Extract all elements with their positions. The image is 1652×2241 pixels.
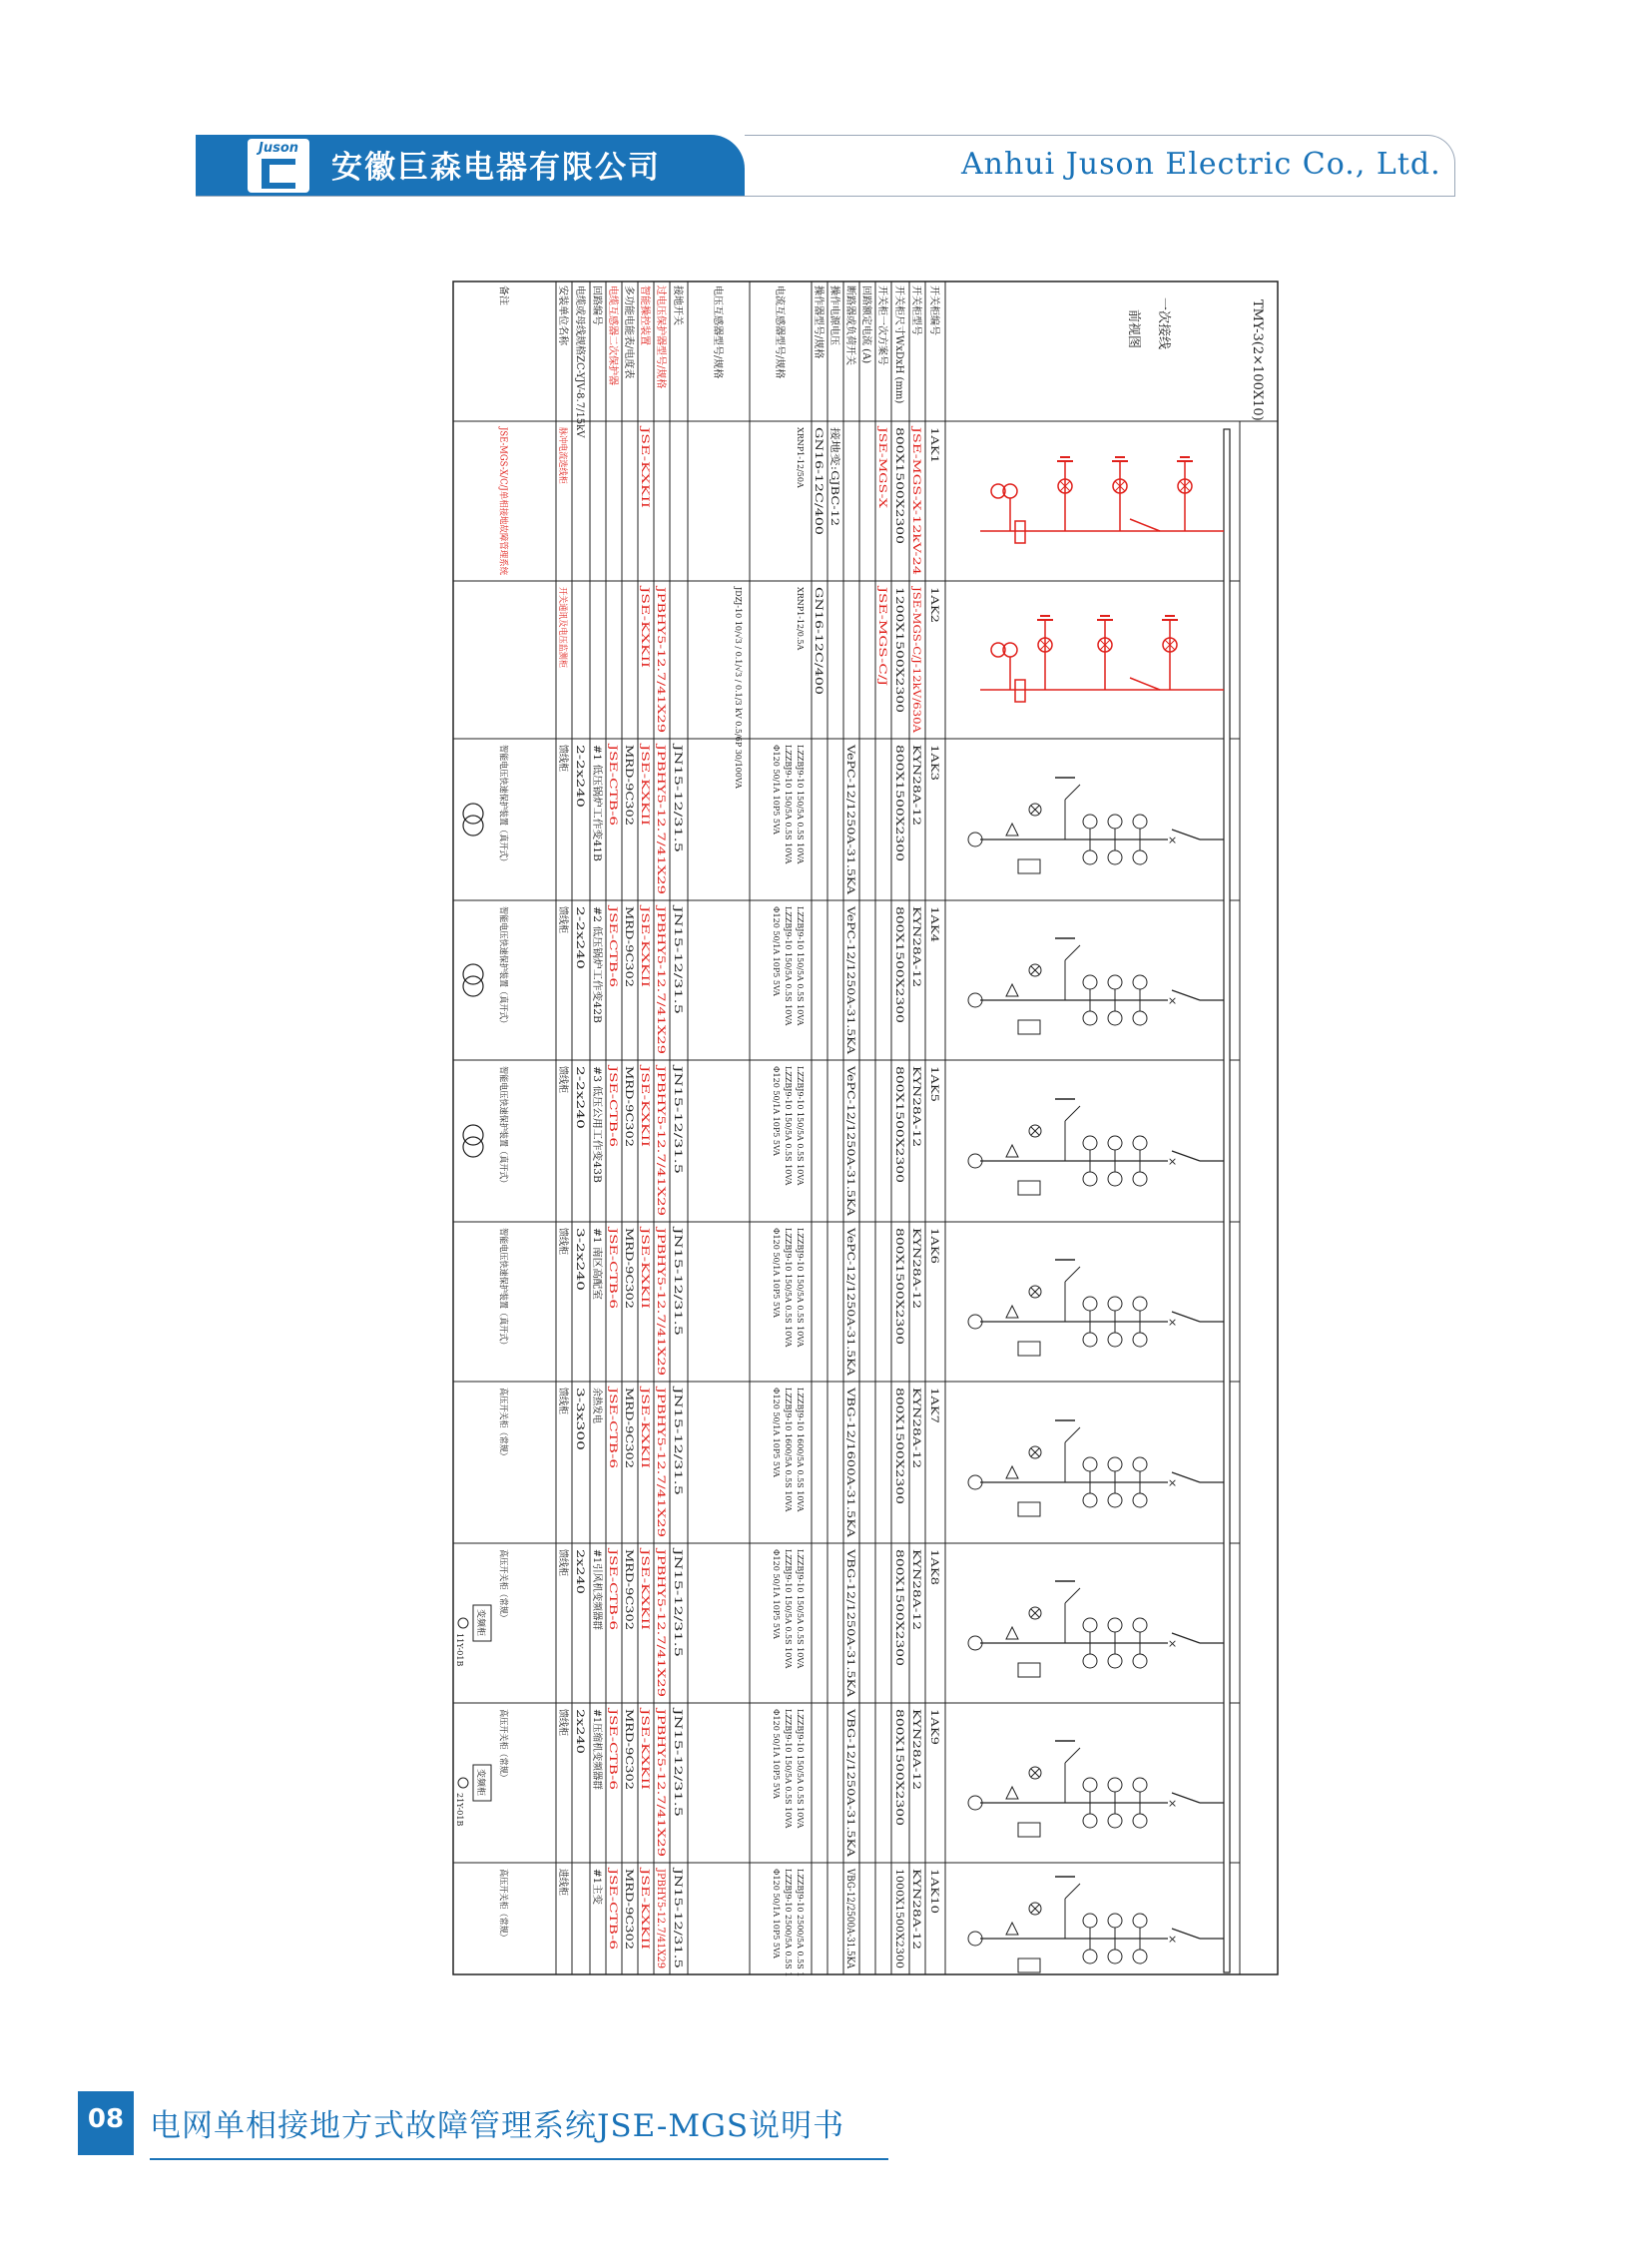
ct-coil-icon [1108, 1011, 1122, 1025]
ct-coil-icon [1133, 1333, 1147, 1347]
cell-ct: LZZBJ9-10 2500/5A 0.5S 10VA [784, 1869, 793, 1976]
cell-arrester: JPBHY5-12.7/41X29 [655, 587, 666, 689]
wiring-diagram-area [451, 280, 1280, 1976]
row-label: 电缆或母线规格ZC-YJV-8.7/15kV [574, 285, 585, 438]
logo-mark-inner [270, 165, 295, 183]
cell-id: 1AK7 [928, 1388, 939, 1415]
cell-breaker: VePC-12/1250A-31.5KA [844, 745, 855, 863]
cell-ct_protect: JSE-CTB-6 [607, 1869, 618, 1923]
cell-breaker: VePC-12/1250A-31.5KA [844, 1066, 855, 1185]
cell-ct: XRNP1-12/50A [796, 427, 805, 488]
cell-circuit: #1 低压锅炉工作变41B [591, 745, 602, 852]
cell-unit: 馈线柜 [557, 1388, 568, 1417]
cell-size: 800X1500X2300 [893, 427, 904, 512]
cell-unit: 馈线柜 [557, 1228, 568, 1258]
ct-coil-icon [1133, 1814, 1147, 1828]
cell-arrester: JPBHY5-12.7/41X29 [655, 1388, 666, 1489]
cell-smart: JSE-KXKII [639, 1228, 650, 1280]
cell-meter: MRD-9C302 [623, 1869, 634, 1932]
cell-remark: 高压开关柜（常规） [497, 1709, 508, 1791]
motor-icon [458, 1778, 468, 1788]
ct-coil-icon [1108, 1914, 1122, 1928]
cell-smart: JSE-KXKII [639, 1869, 650, 1921]
cell-earth: JN15-12/31.5 [672, 1709, 683, 1777]
company-name-en: Anhui Juson Electric Co., Ltd. [961, 147, 1441, 182]
cell-size: 800X1500X2300 [893, 1549, 904, 1634]
cell-smart: JSE-KXKII [639, 1709, 650, 1761]
ct-coil-icon [1083, 1778, 1097, 1792]
cell-meter: MRD-9C302 [623, 1388, 634, 1450]
ct-coil-icon [1083, 1493, 1097, 1507]
earth-switch-blade [1065, 1267, 1080, 1282]
cell-operator: GN16-12C/400 [813, 427, 824, 503]
cell-ct: LZZBJ9-10 150/5A 0.5S 10VA [784, 1709, 793, 1829]
cell-model: KYN28A-12 [910, 1869, 921, 1928]
ct-coil-icon [1083, 1814, 1097, 1828]
cell-power: 接地变:GJBC-12 [828, 427, 839, 504]
cell-ct_protect: JSE-CTB-6 [607, 1709, 618, 1763]
switch-blade [1130, 678, 1160, 690]
footer-title: 电网单相接地方式故障管理系统JSE-MGS说明书 [150, 2108, 845, 2144]
ct-coil-icon [1083, 1333, 1097, 1347]
earth-switch-blade [1065, 1884, 1080, 1899]
cable-head-icon [968, 1154, 982, 1168]
ct-coil-icon [1133, 1011, 1147, 1025]
cell-ct: LZZBJ9-10 150/5A 0.5S 10VA [784, 1066, 793, 1186]
cell-ct: Φ120 50/1A 10P5 5VA [772, 1709, 781, 1799]
cell-size: 800X1500X2300 [893, 1388, 904, 1472]
ct-coil-icon [1133, 1654, 1147, 1668]
cell-meter: MRD-9C302 [623, 1549, 634, 1612]
cell-unit: 开关通讯及电压监测柜 [557, 587, 567, 678]
cell-id: 1AK4 [928, 906, 939, 934]
cell-size: 800X1500X2300 [893, 906, 904, 991]
cell-circuit: #3 低压公用工作变43B [591, 1066, 602, 1174]
header-rule [196, 196, 1455, 197]
cell-arrester: JPBHY5-12.7/41X29 [655, 1066, 666, 1168]
ct-coil-icon [1133, 1950, 1147, 1963]
cell-ct: LZZBJ9-10 1600/5A 0.5S 10VA [784, 1388, 793, 1512]
cell-id: 1AK2 [928, 587, 939, 615]
cell-cable: 3-3x300 [574, 1388, 585, 1428]
cable-head-icon [968, 1315, 982, 1329]
breaker-mark: × [1166, 996, 1179, 1006]
sensor-icon [1018, 1502, 1040, 1516]
row-label: 过电压保护器型号/规格 [655, 285, 666, 389]
row-label: 操作电源电压 [828, 285, 839, 345]
diagram-label-primary: 一次接线 [1156, 297, 1171, 350]
cell-meter: MRD-9C302 [623, 906, 634, 969]
cell-breaker: VePC-12/1250A-31.5KA [844, 906, 855, 1025]
cell-unit: 馈线柜 [557, 1066, 568, 1096]
cell-model: KYN28A-12 [910, 1228, 921, 1287]
cell-smart: JSE-KXKII [639, 906, 650, 958]
cell-arrester: JPBHY5-12.7/41X29 [655, 1869, 666, 1970]
ct-coil-icon [1133, 1457, 1147, 1471]
breaker-mark: × [1166, 1639, 1179, 1649]
earth-switch-blade [1065, 1588, 1080, 1603]
arrester-icon [1006, 824, 1018, 836]
cell-arrester: JPBHY5-12.7/41X29 [655, 1549, 666, 1651]
cell-ct: Φ120 50/1A 10P5 5VA [772, 1066, 781, 1156]
cell-size: 800X1500X2300 [893, 745, 904, 830]
ct-coil-icon [1108, 1493, 1122, 1507]
cell-size: 800X1500X2300 [893, 1066, 904, 1151]
cell-scheme: JSE-MGS-X [876, 427, 887, 485]
ct-coil-icon [1133, 1618, 1147, 1632]
ct-coil-icon [1108, 1618, 1122, 1632]
breaker-mark: × [1166, 836, 1179, 845]
cell-ct: Φ120 50/1A 10P5 5VA [772, 1869, 781, 1959]
ct-coil-icon [1083, 1950, 1097, 1963]
cell-ct: Φ120 50/1A 10P5 5VA [772, 1549, 781, 1639]
row-label: 开关柜型号 [910, 285, 921, 335]
wiring-diagram-sheet [451, 280, 1280, 1976]
row-label: 智能操控装置 [639, 285, 650, 345]
cell-breaker: VBG-12/1250A-31.5KA [844, 1549, 855, 1665]
cell-size: 1200X1500X2300 [893, 587, 904, 678]
breaker-mark: × [1166, 1157, 1179, 1167]
row-label: 开关柜尺寸WxDxH (mm) [893, 285, 904, 404]
ct-coil-icon [1083, 1172, 1097, 1186]
cell-unit: 馈线柜 [557, 906, 568, 936]
ct-coil-icon [1133, 1172, 1147, 1186]
cell-operator: GN16-12C/400 [813, 587, 824, 663]
cell-meter: MRD-9C302 [623, 1709, 634, 1772]
row-label: 电缆互感器二次保护器 [607, 285, 618, 385]
cell-ct: LZZBJ9-10 150/5A 0.5S 10VA [784, 1228, 793, 1348]
arrester-icon [1006, 1923, 1018, 1935]
vfd-code: 21Y-01B [455, 1793, 464, 1827]
cell-meter: MRD-9C302 [623, 1228, 634, 1291]
cell-earth: JN15-12/31.5 [672, 1066, 683, 1134]
cell-remark: 高压开关柜（常规） [497, 1549, 508, 1631]
row-label: 回路编号 [591, 285, 602, 325]
ct-coil-icon [1108, 815, 1122, 829]
cell-ct_protect: JSE-CTB-6 [607, 906, 618, 960]
transformer-icon [463, 976, 483, 996]
ct-coil-icon [1083, 1654, 1097, 1668]
cell-id: 1AK1 [928, 427, 939, 455]
sensor-icon [1018, 1020, 1040, 1034]
cell-circuit: #1 南区高配室 [591, 1228, 602, 1296]
cell-model: KYN28A-12 [910, 1066, 921, 1125]
cell-size: 800X1500X2300 [893, 1709, 904, 1794]
cell-remark: 智能电压快速保护装置（真开式） [497, 1066, 508, 1202]
cell-smart: JSE-KXKII [639, 1066, 650, 1118]
busbar-label: TMY-3(2×100X10) [1250, 299, 1265, 421]
ct-coil-icon [1083, 975, 1097, 989]
cell-arrester: JPBHY5-12.7/41X29 [655, 1228, 666, 1330]
cell-ct: LZZBJ9-10 150/5A 0.5S 10VA [784, 906, 793, 1026]
cell-circuit: 余热发电 [591, 1388, 602, 1427]
ct-coil-icon [1133, 975, 1147, 989]
footer-rule [150, 2158, 888, 2160]
ct-coil-icon [1133, 1136, 1147, 1150]
cell-size: 800X1500X2300 [893, 1228, 904, 1313]
cell-model: KYN28A-12 [910, 1388, 921, 1446]
cell-smart: JSE-KXKII [639, 587, 650, 639]
cell-ct_protect: JSE-CTB-6 [607, 1066, 618, 1120]
cell-remark: 智能电压快速保护装置（真开式） [497, 1228, 508, 1364]
earth-switch-blade [1065, 945, 1080, 960]
cell-remark: JSE-MGS-X/C/J单相接地故障管理系统 [497, 427, 508, 586]
row-label: 电流互感器型号/规格 [774, 285, 785, 379]
cable-head-icon [968, 1796, 982, 1810]
cell-remark: 高压开关柜（常规） [497, 1869, 508, 1951]
cell-circuit: #2 低压锅炉工作变42B [591, 906, 602, 1014]
cell-breaker: VBG-12/2500A-31.5KA [844, 1869, 855, 1976]
vfd-label: 变频柜 [475, 1609, 485, 1637]
sensor-icon [1018, 1959, 1040, 1972]
cell-earth: JN15-12/31.5 [672, 745, 683, 813]
cell-ct: Φ120 50/1A 10P5 5VA [772, 1388, 781, 1477]
row-label: 多功能电能表/电度表 [623, 285, 634, 379]
vfd-code: 11Y-01B [455, 1633, 464, 1667]
cell-ct: Φ120 50/1A 10P5 5VA [772, 745, 781, 835]
ct-coil-icon [1133, 1297, 1147, 1311]
cell-ct: LZZBJ9-10 150/5A 0.5S 10VA [796, 1228, 805, 1348]
arrester-icon [1006, 1466, 1018, 1478]
cell-breaker: VBG-12/1250A-31.5KA [844, 1709, 855, 1825]
cell-model: JSE-MGS-C/J-12kV/630A [910, 587, 921, 712]
cell-ct_protect: JSE-CTB-6 [607, 745, 618, 799]
cable-head-icon [968, 1636, 982, 1650]
cell-earth: JN15-12/31.5 [672, 1549, 683, 1617]
cell-id: 1AK3 [928, 745, 939, 773]
breaker-mark: × [1166, 1799, 1179, 1809]
arrester-icon [1006, 1627, 1018, 1639]
cell-earth: JN15-12/31.5 [672, 1869, 683, 1937]
ct-coil-icon [1108, 1950, 1122, 1963]
ct-coil-icon [1083, 850, 1097, 864]
cell-earth: JN15-12/31.5 [672, 1388, 683, 1455]
row-label: 电压互感器型号/规格 [712, 285, 723, 379]
cell-ct: LZZBJ9-10 1600/5A 0.5S 10VA [796, 1388, 805, 1512]
breaker-mark: × [1166, 1478, 1179, 1488]
ct-coil-icon [1083, 1457, 1097, 1471]
sensor-icon [1018, 1663, 1040, 1677]
cable-head-icon [968, 833, 982, 846]
cell-arrester: JPBHY5-12.7/41X29 [655, 745, 666, 846]
ct-coil-icon [1108, 850, 1122, 864]
ct-coil-icon [1083, 1618, 1097, 1632]
earth-switch-blade [1065, 1106, 1080, 1121]
ct-coil-icon [1083, 1297, 1097, 1311]
page-number: 08 [87, 2104, 125, 2134]
row-label: 开关柜编号 [928, 285, 939, 335]
cell-ct: LZZBJ9-10 150/5A 0.5S 10VA [796, 1066, 805, 1186]
sensor-icon [1018, 859, 1040, 873]
cell-ct: Φ120 50/1A 10P5 5VA [772, 906, 781, 996]
cell-model: KYN28A-12 [910, 745, 921, 804]
ct-coil-icon [1108, 975, 1122, 989]
transformer-icon [463, 804, 483, 824]
ct-coil-icon [1083, 1914, 1097, 1928]
cell-smart: JSE-KXKII [639, 427, 650, 479]
cell-arrester: JPBHY5-12.7/41X29 [655, 906, 666, 1008]
ct-coil-icon [1108, 1297, 1122, 1311]
arrester-icon [1006, 1787, 1018, 1799]
ct-coil-icon [1083, 1011, 1097, 1025]
ct-coil-icon [1133, 1493, 1147, 1507]
busbar [1224, 429, 1230, 1972]
transformer-icon [463, 816, 483, 836]
ct-coil-icon [1133, 1778, 1147, 1792]
cell-cable: 3-2x240 [574, 1228, 585, 1269]
cell-scheme: JSE-MGS-C/J [876, 587, 887, 653]
cell-meter: MRD-9C302 [623, 745, 634, 808]
ct-coil-icon [1108, 1457, 1122, 1471]
earth-switch-blade [1065, 785, 1080, 800]
sensor-icon [1018, 1181, 1040, 1195]
cell-unit: 馈线柜 [557, 1709, 568, 1739]
ct-coil-icon [1108, 1136, 1122, 1150]
cable-head-icon [968, 1475, 982, 1489]
ct-coil-icon [1108, 1778, 1122, 1792]
cell-model: JSE-MGS-X-12kV-24 [910, 427, 921, 529]
fuse-icon [1015, 521, 1025, 543]
logo-text: Juson [258, 141, 298, 156]
ct-coil-icon [1108, 1333, 1122, 1347]
cell-unit: 进线柜 [557, 1869, 568, 1899]
cell-ct: LZZBJ9-10 150/5A 0.5S 10VA [784, 1549, 793, 1669]
cell-ct_protect: JSE-CTB-6 [607, 1228, 618, 1282]
cell-smart: JSE-KXKII [639, 1549, 650, 1601]
cell-ct: LZZBJ9-10 150/5A 0.5S 10VA [796, 1549, 805, 1669]
arrester-icon [1006, 1306, 1018, 1318]
cell-ct: LZZBJ9-10 150/5A 0.5S 10VA [796, 1709, 805, 1829]
cell-pt: JDZJ-10 10/√3 / 0.1/√3 / 0.1/3 kV 0.5/6P 30/100VA [734, 587, 743, 789]
cell-ct_protect: JSE-CTB-6 [607, 1388, 618, 1441]
cell-arrester: JPBHY5-12.7/41X29 [655, 1709, 666, 1811]
cell-circuit: #1压缩机变频器群 [591, 1709, 602, 1794]
cell-cable: 2-2x240 [574, 745, 585, 786]
ct-coil-icon [1108, 1172, 1122, 1186]
ct-coil-icon [1133, 1914, 1147, 1928]
switch-blade [1130, 519, 1160, 531]
cell-unit: 脉冲电流选线柜 [557, 427, 567, 491]
cell-ct: Φ120 50/1A 10P5 5VA [772, 1228, 781, 1318]
cell-model: KYN28A-12 [910, 1549, 921, 1608]
breaker-mark: × [1166, 1318, 1179, 1328]
ct-coil-icon [1108, 1814, 1122, 1828]
cell-ct: LZZBJ9-10 150/5A 0.5S 10VA [796, 745, 805, 864]
cell-smart: JSE-KXKII [639, 745, 650, 797]
cell-id: 1AK10 [928, 1869, 939, 1903]
cell-remark: 智能电压快速保护装置（真开式） [497, 906, 508, 1042]
wiring-diagram-svg [451, 280, 1280, 1976]
motor-icon [458, 1618, 468, 1628]
breaker-mark: × [1166, 1935, 1179, 1945]
cell-unit: 馈线柜 [557, 1549, 568, 1579]
cell-meter: MRD-9C302 [623, 1066, 634, 1129]
cell-earth: JN15-12/31.5 [672, 906, 683, 974]
cell-circuit: #1引风机变频器群 [591, 1549, 602, 1634]
cell-smart: JSE-KXKII [639, 1388, 650, 1439]
cell-size: 1000X1500X2300 [893, 1869, 904, 1960]
diagram-label-view: 前视图 [1126, 309, 1141, 349]
ct-coil-icon [1083, 815, 1097, 829]
cell-unit: 馈线柜 [557, 745, 568, 775]
cell-breaker: VePC-12/1250A-31.5KA [844, 1228, 855, 1347]
cell-cable: 2-2x240 [574, 1066, 585, 1107]
ct-coil-icon [1083, 1136, 1097, 1150]
transformer-icon [463, 1125, 483, 1145]
cell-ct: LZZBJ9-10 150/5A 0.5S 10VA [784, 745, 793, 864]
company-name-cn: 安徽巨森电器有限公司 [331, 150, 661, 186]
sensor-icon [1018, 1823, 1040, 1837]
row-label: 回路额定电流 (A) [860, 285, 871, 364]
row-label: 开关柜一次方案号 [876, 285, 887, 365]
cell-model: KYN28A-12 [910, 1709, 921, 1768]
cell-ct: XRNP1-12/0.5A [796, 587, 805, 651]
earth-switch-blade [1065, 1748, 1080, 1763]
cell-circuit: #1主变 [591, 1869, 602, 1904]
cell-cable: 2x240 [574, 1549, 585, 1581]
ct-coil-icon [1133, 815, 1147, 829]
arrester-icon [1006, 984, 1018, 996]
cell-model: KYN28A-12 [910, 906, 921, 965]
fuse-icon [1015, 680, 1025, 702]
arrester-icon [1006, 1145, 1018, 1157]
cell-ct: LZZBJ9-10 150/5A 0.5S 10VA [796, 906, 805, 1026]
transformer-icon [463, 964, 483, 984]
sensor-icon [1018, 1342, 1040, 1356]
cell-cable: 2x240 [574, 1709, 585, 1741]
cell-id: 1AK8 [928, 1549, 939, 1577]
ct-coil-icon [1108, 1654, 1122, 1668]
cell-remark: 智能电压快速保护装置（真开式） [497, 745, 508, 880]
cell-id: 1AK5 [928, 1066, 939, 1094]
row-label: 安装单位名称 [557, 285, 568, 345]
vfd-label: 变频柜 [475, 1769, 485, 1797]
cable-head-icon [968, 993, 982, 1007]
cell-cable: 2-2x240 [574, 906, 585, 947]
earth-switch-blade [1065, 1427, 1080, 1442]
cell-id: 1AK6 [928, 1228, 939, 1256]
transformer-icon [463, 1137, 483, 1157]
cell-id: 1AK9 [928, 1709, 939, 1737]
cell-earth: JN15-12/31.5 [672, 1228, 683, 1296]
cell-remark: 高压开关柜（常规） [497, 1388, 508, 1469]
ct-coil-icon [1133, 850, 1147, 864]
row-label: 断路器或负荷开关 [844, 285, 855, 365]
row-label: 操作器型号/规格 [813, 285, 824, 359]
row-label: 备注 [497, 285, 509, 305]
cable-head-icon [968, 1932, 982, 1946]
cell-breaker: VBG-12/1600A-31.5KA [844, 1388, 855, 1503]
cell-ct: LZZBJ9-10 2500/5A 0.5S 10VA [796, 1869, 805, 1976]
row-label: 接地开关 [672, 285, 683, 325]
cell-ct_protect: JSE-CTB-6 [607, 1549, 618, 1603]
